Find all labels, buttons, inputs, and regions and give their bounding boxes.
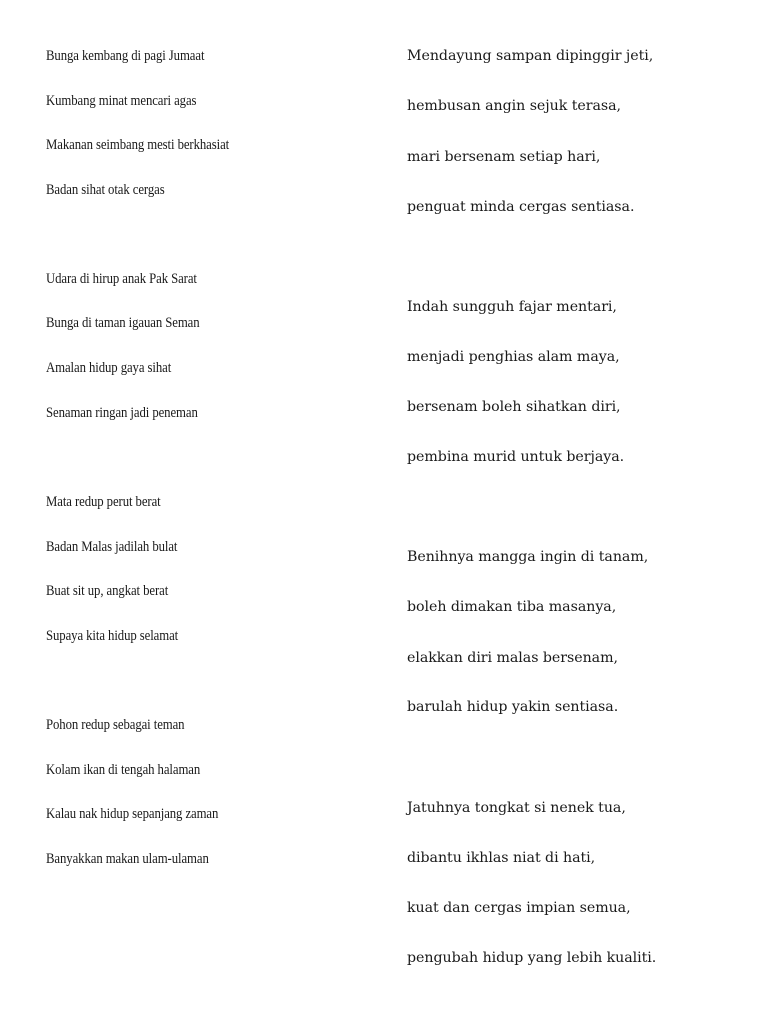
poem-line: Kolam ikan di tengah halaman xyxy=(46,762,201,778)
poem-line: elakkan diri malas bersenam, xyxy=(407,650,618,666)
poem-line: pengubah hidup yang lebih kualiti. xyxy=(407,950,657,966)
poem-line: Supaya kita hidup selamat xyxy=(46,628,179,644)
poem-line: menjadi penghias alam maya, xyxy=(407,349,620,365)
poem-line: Mendayung sampan dipinggir jeti, xyxy=(407,48,654,64)
poem-line: Makanan seimbang mesti berkhasiat xyxy=(46,137,230,153)
poem-line: Kalau nak hidup sepanjang zaman xyxy=(46,806,219,822)
poem-line: boleh dimakan tiba masanya, xyxy=(407,599,617,615)
poem-line: hembusan angin sejuk terasa, xyxy=(407,98,621,114)
poem-line: Indah sungguh fajar mentari, xyxy=(407,299,617,315)
poem-line: Banyakkan makan ulam-ulaman xyxy=(46,851,209,867)
poem-line: Buat sit up, angkat berat xyxy=(46,583,169,599)
poem-line: Bunga di taman igauan Seman xyxy=(46,315,200,331)
poem-line: barulah hidup yakin sentiasa. xyxy=(407,699,619,715)
poem-line: Badan Malas jadilah bulat xyxy=(46,539,178,555)
poem-line: Benihnya mangga ingin di tanam, xyxy=(407,549,649,565)
poem-line: Amalan hidup gaya sihat xyxy=(46,360,172,376)
poem-line: mari bersenam setiap hari, xyxy=(407,149,601,165)
poem-line: kuat dan cergas impian semua, xyxy=(407,900,631,916)
poem-line: Mata redup perut berat xyxy=(46,494,161,510)
poem-line: pembina murid untuk berjaya. xyxy=(407,449,625,465)
poem-line: penguat minda cergas sentiasa. xyxy=(407,199,635,215)
poem-line: Udara di hirup anak Pak Sarat xyxy=(46,271,197,287)
poem-line: Pohon redup sebagai teman xyxy=(46,717,185,733)
poem-line: dibantu ikhlas niat di hati, xyxy=(407,850,596,866)
poem-line: Badan sihat otak cergas xyxy=(46,182,165,198)
poem-line: Kumbang minat mencari agas xyxy=(46,93,197,109)
poem-line: Jatuhnya tongkat si nenek tua, xyxy=(407,800,626,816)
poem-line: Bunga kembang di pagi Jumaat xyxy=(46,48,205,64)
poem-line: bersenam boleh sihatkan diri, xyxy=(407,399,621,415)
poem-line: Senaman ringan jadi peneman xyxy=(46,405,198,421)
